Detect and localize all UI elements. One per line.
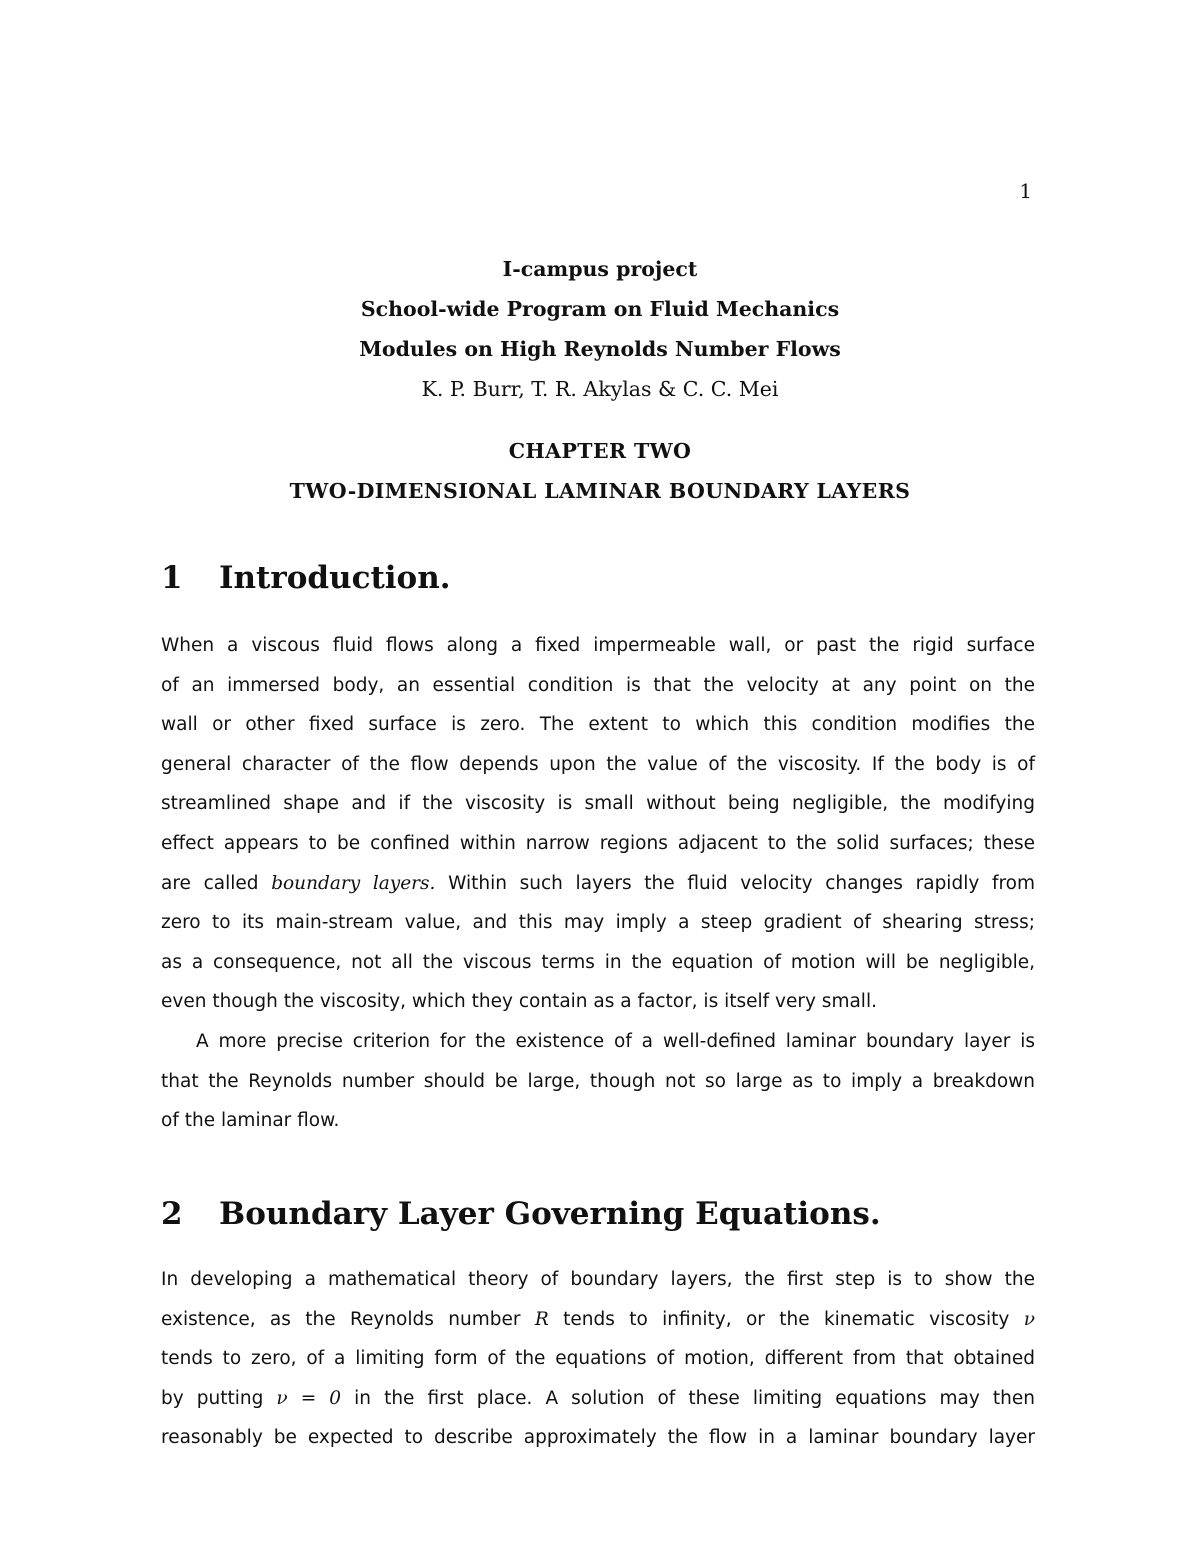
section-1-title: Introduction. [219,560,451,596]
text-line [161,1300,1035,1340]
text-segment: by putting [161,1387,277,1409]
text-line: even though the viscosity, which they contain as a factor, is itself very small. [161,991,877,1013]
text-line: effect appears to be confined within narrow regions adjacent to the solid surfaces; these [161,832,1035,854]
section-1-paragraph-1 [161,626,1035,1022]
text-line: wall or other fixed surface is zero. The extent to which this condition modifies the [161,714,1035,736]
text-segment: Within such layers the fluid velocity changes rapidly from [435,872,1036,894]
section-2-heading [161,1194,881,1234]
text-line [161,1379,1035,1419]
chapter-block [0,431,1200,511]
text-line: In developing a mathematical theory of boundary layers, the first step is to show the [161,1269,1035,1290]
text-line: that the Reynolds number should be large, though not so large as to imply a breakdown [161,1070,1035,1092]
text-line [161,864,1035,904]
text-segment: in the first place. A solution of these limiting equations may then [341,1387,1035,1409]
section-1-paragraph-2 [161,1022,1035,1141]
project-title: I-campus project [502,257,698,281]
section-2-paragraph-1 [161,1260,1035,1458]
emphasis-boundary-layers: boundary layers. [271,872,436,894]
module-title: Modules on High Reynolds Number Flows [359,337,841,361]
text-line: When a viscous fluid flows along a fixed impermeable wall, or past the rigid surface [161,635,1035,656]
section-1-number: 1 [161,560,183,596]
text-segment: existence, as the Reynolds number [161,1308,535,1330]
text-line: reasonably be expected to describe approximately the flow in a laminar boundary layer [161,1427,1035,1449]
chapter-label: CHAPTER TWO [508,439,692,463]
program-title: School-wide Program on Fluid Mechanics [360,297,840,321]
text-line: zero to its main-stream value, and this may imply a steep gradient of shearing stress; [161,912,1035,934]
title-block [0,249,1200,409]
text-line: of an immersed body, an essential condition is that the velocity at any point on the [161,674,1035,696]
math-nu-equals-zero: ν = 0 [276,1387,342,1409]
section-2-number: 2 [161,1196,183,1232]
authors: K. P. Burr, T. R. Akylas & C. C. Mei [421,377,779,401]
text-line: tends to zero, of a limiting form of the equations of motion, different from that obtained [161,1348,1035,1370]
math-nu: ν [1023,1308,1035,1330]
text-line: general character of the flow depends upon the value of the viscosity. If the body is of [161,753,1035,775]
text-segment: are called [161,872,272,894]
chapter-title: TWO-DIMENSIONAL LAMINAR BOUNDARY LAYERS [289,479,911,503]
text-line: of the laminar flow. [161,1110,340,1132]
section-2-title: Boundary Layer Governing Equations. [219,1196,881,1232]
page-number: 1 [1019,179,1032,203]
text-line: streamlined shape and if the viscosity is small without being negligible, the modifying [161,793,1035,815]
text-line: A more precise criterion for the existence of a well-defined laminar boundary layer is [196,1031,1035,1052]
text-segment: tends to infinity, or the kinematic viscosity [548,1308,1024,1330]
text-line: as a consequence, not all the viscous terms in the equation of motion will be negligible, [161,951,1035,973]
section-1-heading [161,558,451,598]
math-reynolds-R: R [534,1308,549,1330]
